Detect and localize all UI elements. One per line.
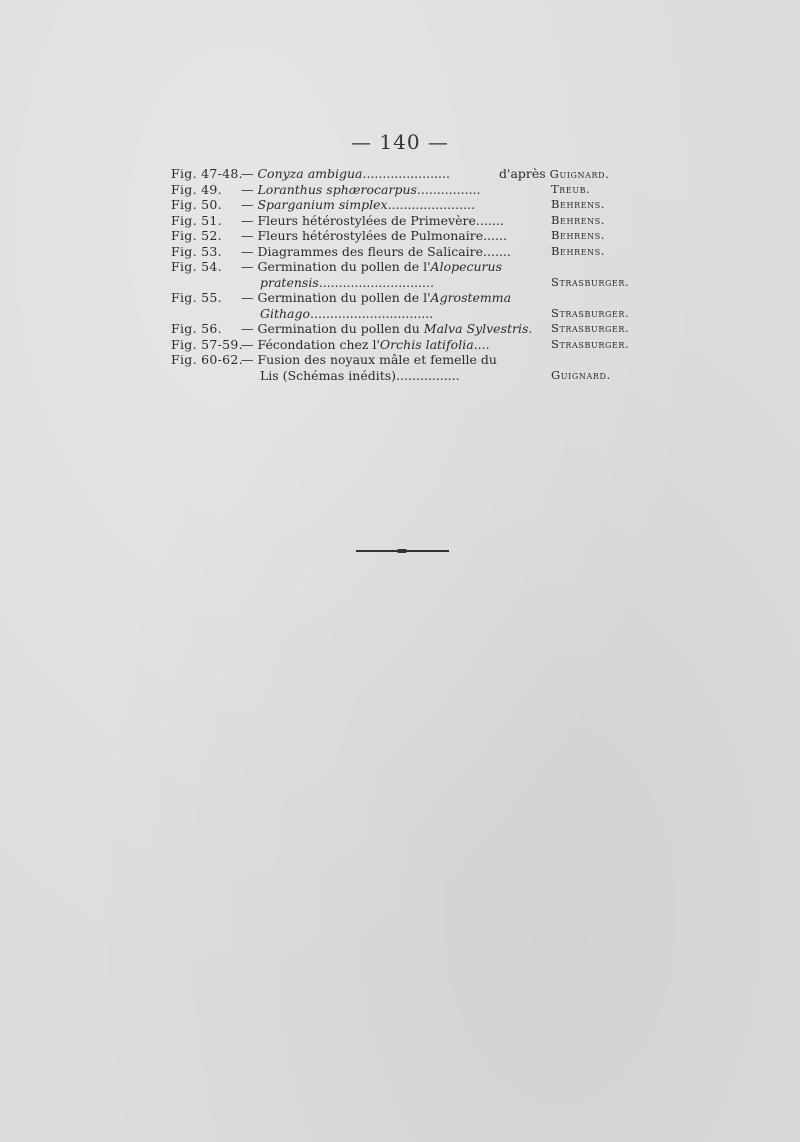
- figure-entry: [171, 321, 641, 337]
- figure-description: — Fleurs hétérostylées de Primevère.......: [241, 212, 504, 228]
- figure-source: d'après Guignard.: [499, 166, 610, 181]
- figure-source: Behrens.: [551, 197, 606, 211]
- figure-entry: [171, 337, 641, 353]
- figure-description: — Germination du pollen de l'Alopecurus pratensis.............................: [241, 259, 502, 290]
- figure-list: [171, 166, 641, 383]
- figure-description: — Sparganium simplex......................: [241, 197, 475, 212]
- figure-source: Strasburger.: [551, 336, 630, 351]
- figure-entry: [171, 197, 641, 213]
- figure-description: — Fusion des noyaux mâle et femelle du Lis (Schémas inédits)................: [241, 352, 497, 383]
- figure-number: Fig. 47-48.: [171, 166, 243, 181]
- figure-source: Behrens.: [551, 212, 606, 227]
- figure-source: Treub.: [551, 181, 591, 196]
- figure-number: Fig. 49.: [171, 181, 222, 197]
- figure-entry: [171, 166, 641, 182]
- figure-number: Fig. 53.: [171, 243, 222, 259]
- figure-description: — Fleurs hétérostylées de Pulmonaire......: [241, 228, 507, 243]
- figure-entry: [171, 182, 641, 198]
- figure-description: — Fécondation chez l'Orchis latifolia....: [241, 336, 490, 352]
- figure-entry: [171, 213, 641, 229]
- figure-source: Strasburger.: [551, 321, 630, 335]
- figure-source: Strasburger.: [551, 274, 630, 289]
- figure-number: Fig. 57-59.: [171, 336, 243, 352]
- figure-description: — Germination du pollen du Malva Sylvestris.: [241, 321, 533, 336]
- figure-number: Fig. 60-62.: [171, 352, 243, 367]
- figure-source: Behrens.: [551, 243, 606, 258]
- figure-number: Fig. 54.: [171, 259, 222, 274]
- figure-description: — Loranthus sphærocarpus................: [241, 181, 481, 197]
- figure-number: Fig. 50.: [171, 197, 222, 212]
- figure-source: Guignard.: [551, 367, 611, 382]
- page-number: — 140 —: [351, 130, 449, 154]
- section-divider: [356, 550, 449, 552]
- figure-number: Fig. 55.: [171, 290, 222, 305]
- figure-description: — Germination du pollen de l'Agrostemma Githago...............................: [241, 290, 512, 321]
- figure-description: — Diagrammes des fleurs de Salicaire.......: [241, 243, 511, 259]
- figure-source: Strasburger.: [551, 305, 630, 320]
- figure-number: Fig. 52.: [171, 228, 222, 243]
- figure-source: Behrens.: [551, 228, 606, 242]
- figure-entry: [171, 259, 641, 290]
- figure-number: Fig. 51.: [171, 212, 222, 228]
- figure-entry: [171, 228, 641, 244]
- figure-entry: [171, 352, 641, 383]
- figure-entry: [171, 244, 641, 260]
- figure-description: — Conyza ambigua......................: [241, 166, 450, 181]
- figure-entry: [171, 290, 641, 321]
- figure-number: Fig. 56.: [171, 321, 222, 336]
